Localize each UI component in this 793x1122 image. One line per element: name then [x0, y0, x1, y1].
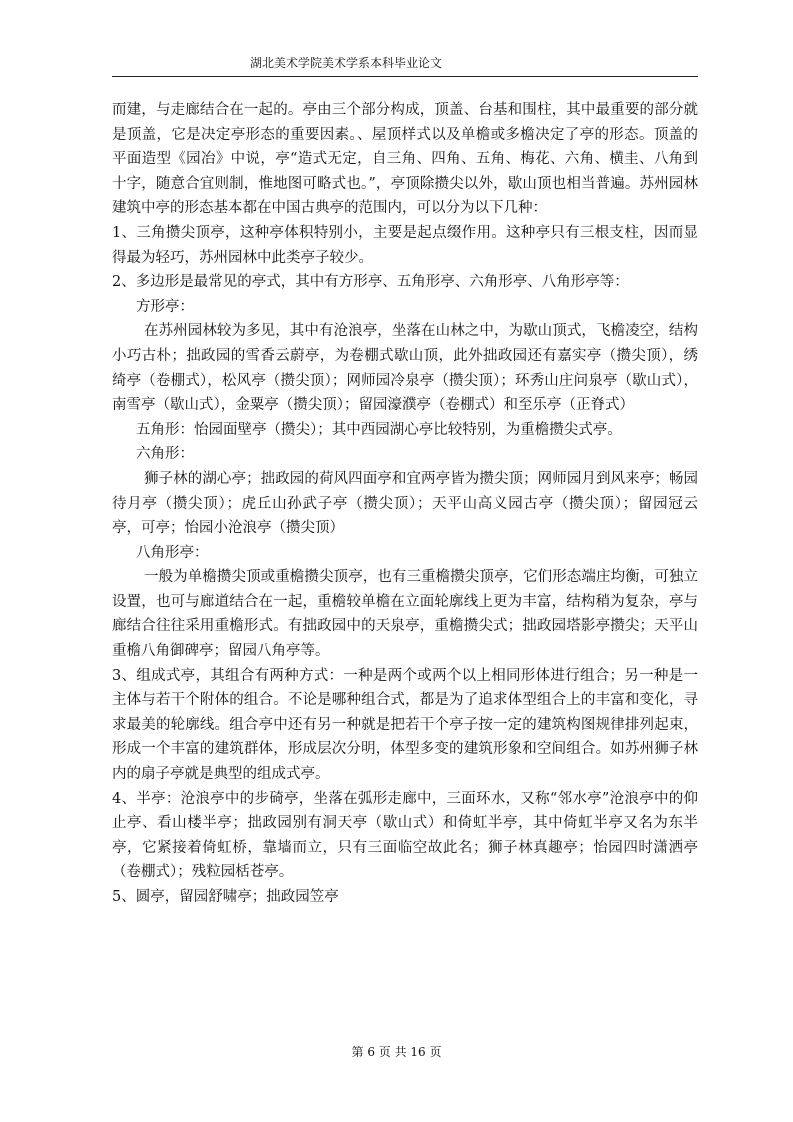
paragraph-intro: 而建，与走廊结合在一起的。亭由三个部分构成，顶盖、台基和围柱，其中最重要的部分就是顶盖，它是决定亭形态的重要因素。、屋顶样式以及单檐或多檐决定了亭的形态。顶盖的平面造型《园冶》中说，亭“造式无定，自三角、四角、五角、梅花、六角、横圭、八角到十字，随意合宜则制，惟地图可略式也。”，亭顶除攒尖以外，歇山顶也相当普遍。苏州园林建筑中亭的形态基本都在中国古典亭的范围内，可以分为以下几种： — [112, 102, 698, 217]
list-item-combined-pavilion: 3、组成式亭，其组合有两种方式：一种是两个或两个以上相同形体进行组合；另一种是一主体与若干个附体的组合。不论是哪种组合式，都是为了追求体型组合上的丰富和变化，寻求最美的轮廓线。组合亭中还有另一种就是把若干个亭子按一定的建筑构图规律排列起束，形成一个丰富的建筑群体，形成层次分明，体型多变的建筑形象和空间组合。如苏州狮子林内的扇子亭就是典型的组成式亭。 — [112, 667, 698, 783]
list-item-polygon-pavilion: 2、多边形是最常见的亭式，其中有方形亭、五角形亭、六角形亭、八角形亭等： — [112, 274, 629, 291]
subheading-square-pavilion: 方形亭： — [136, 298, 194, 315]
list-item-triangle-pavilion: 1、三角攒尖顶亭，这种亭体积特别小，主要是起点缀作用。这种亭只有三根支柱，因而显得最为轻巧，苏州园林中此类亭子较少。 — [112, 224, 698, 266]
subheading-hexagon-pavilion: 六角形： — [136, 446, 194, 463]
document-body — [112, 98, 698, 910]
paragraph-square-pavilion: 在苏州园林较为多见，其中有沧浪亭，坐落在山林之中，为歇山顶式，飞檐凌空，结构小巧古朴；拙政园的雪香云蔚亭，为卷棚式歇山顶，此外拙政园还有嘉实亭（攒尖顶），绣绮亭（卷棚式），松风亭（攒尖顶）；网师园冷泉亭（攒尖顶）；环秀山庄问泉亭（歇山式），南雪亭（歇山式），金粟亭（攒尖顶）；留园濠濮亭（卷棚式）和至乐亭（正脊式） — [112, 323, 698, 414]
list-item-half-pavilion: 4、半亭：沧浪亭中的步碕亭，坐落在弧形走廊中，三面环水，又称“邻水亭”沧浪亭中的仰止亭、看山楼半亭；拙政园别有洞天亭（歇山式）和倚虹半亭，其中倚虹半亭又名为东半亭，它紧接着倚虹桥，靠墙而立，只有三面临空故此名；狮子林真趣亭；怡园四时潇洒亭（卷棚式）；残粒园栝苍亭。 — [112, 790, 698, 881]
paragraph-octagon-pavilion: 一般为单檐攒尖顶或重檐攒尖顶亭，也有三重檐攒尖顶亭，它们形态端庄均衡，可独立设置，也可与廊道结合在一起，重檐较单檐在立面轮廓线上更为丰富，结构稍为复杂，亭与廊结合往往采用重檐形式。有拙政园中的天泉亭，重檐攒尖式；拙政园塔影亭攒尖；天平山重檐八角御碑亭；留园八角亭等。 — [112, 569, 698, 660]
page-number: 第 6 页 共 16 页 — [351, 1045, 442, 1059]
list-item-round-pavilion: 5、圆亭，留园舒啸亭；拙政园笠亭 — [112, 889, 339, 905]
header-title: 湖北美术学院美术学系本科毕业论文 — [250, 56, 443, 70]
page-header — [112, 56, 698, 77]
paragraph-hexagon-pavilion: 狮子林的湖心亭；拙政园的荷风四面亭和宜两亭皆为攒尖顶；网师园月到风来亭；畅园待月亭（攒尖顶）；虎丘山孙武子亭（攒尖顶）；天平山高义园古亭（攒尖顶）；留园冠云亭，可亭；怡园小沧浪亭（攒尖顶） — [112, 470, 698, 537]
page-footer — [0, 1045, 793, 1059]
paragraph-pentagon-pavilion: 五角形：怡园面壁亭（攒尖）；其中西园湖心亭比较特别，为重檐攒尖式亭。 — [136, 421, 622, 438]
subheading-octagon-pavilion: 八角形亭： — [136, 544, 209, 561]
